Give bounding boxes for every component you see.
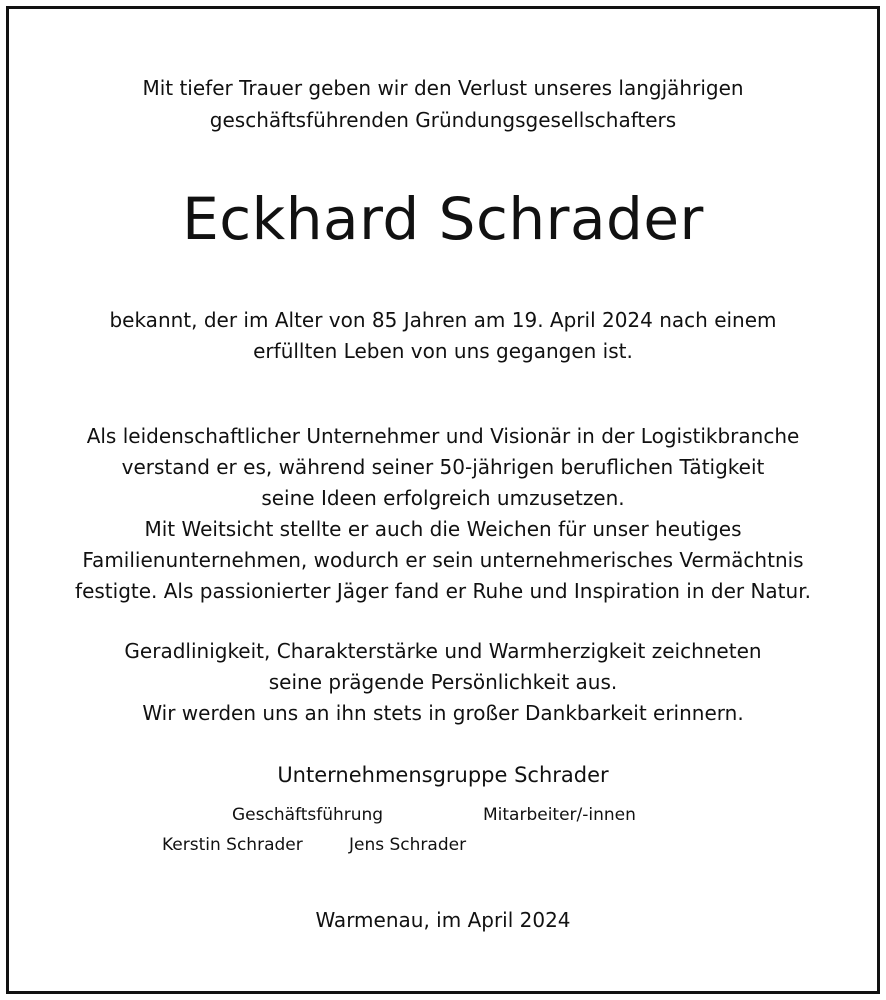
manager-name-1: Kerstin Schrader — [162, 835, 303, 855]
tribute-line-6: festigte. Als passionierter Jäger fand er Ruhe und Inspiration in der Natur. — [75, 579, 811, 603]
tribute-line-5: Familienunternehmen, wodurch er sein unternehmerisches Vermächtnis — [82, 548, 804, 572]
tribute-line-2: verstand er es, während seiner 50-jährigen beruflichen Tätigkeit — [121, 455, 765, 479]
staff-label: Mitarbeiter/-innen — [483, 805, 636, 825]
remembrance-line-1: Geradlinigkeit, Charakterstärke und Warmherzigkeit zeichneten — [124, 639, 762, 663]
intro-line-1: Mit tiefer Trauer geben wir den Verlust unseres langjährigen — [142, 76, 744, 100]
deceased-name: Eckhard Schrader — [182, 185, 704, 253]
remembrance-line-3: Wir werden uns an ihn stets in großer Dankbarkeit erinnern. — [142, 701, 744, 725]
announcement-line-2: erfüllten Leben von uns gegangen ist. — [253, 339, 633, 363]
manager-name-2: Jens Schrader — [349, 835, 467, 855]
remembrance-line-2: seine prägende Persönlichkeit aus. — [268, 670, 618, 694]
announcement-line-1: bekannt, der im Alter von 85 Jahren am 19. April 2024 nach einem — [109, 308, 777, 332]
place-and-date: Warmenau, im April 2024 — [315, 908, 571, 932]
intro-line-2: geschäftsführenden Gründungsgesellschafters — [209, 108, 677, 132]
tribute-line-1: Als leidenschaftlicher Unternehmer und Visionär in der Logistikbranche — [86, 424, 800, 448]
company-signature: Unternehmensgruppe Schrader — [277, 763, 609, 787]
management-label: Geschäftsführung — [232, 805, 384, 825]
tribute-line-3: seine Ideen erfolgreich umzusetzen. — [261, 486, 625, 510]
tribute-line-4: Mit Weitsicht stellte er auch die Weichen für unser heutiges — [144, 517, 742, 541]
